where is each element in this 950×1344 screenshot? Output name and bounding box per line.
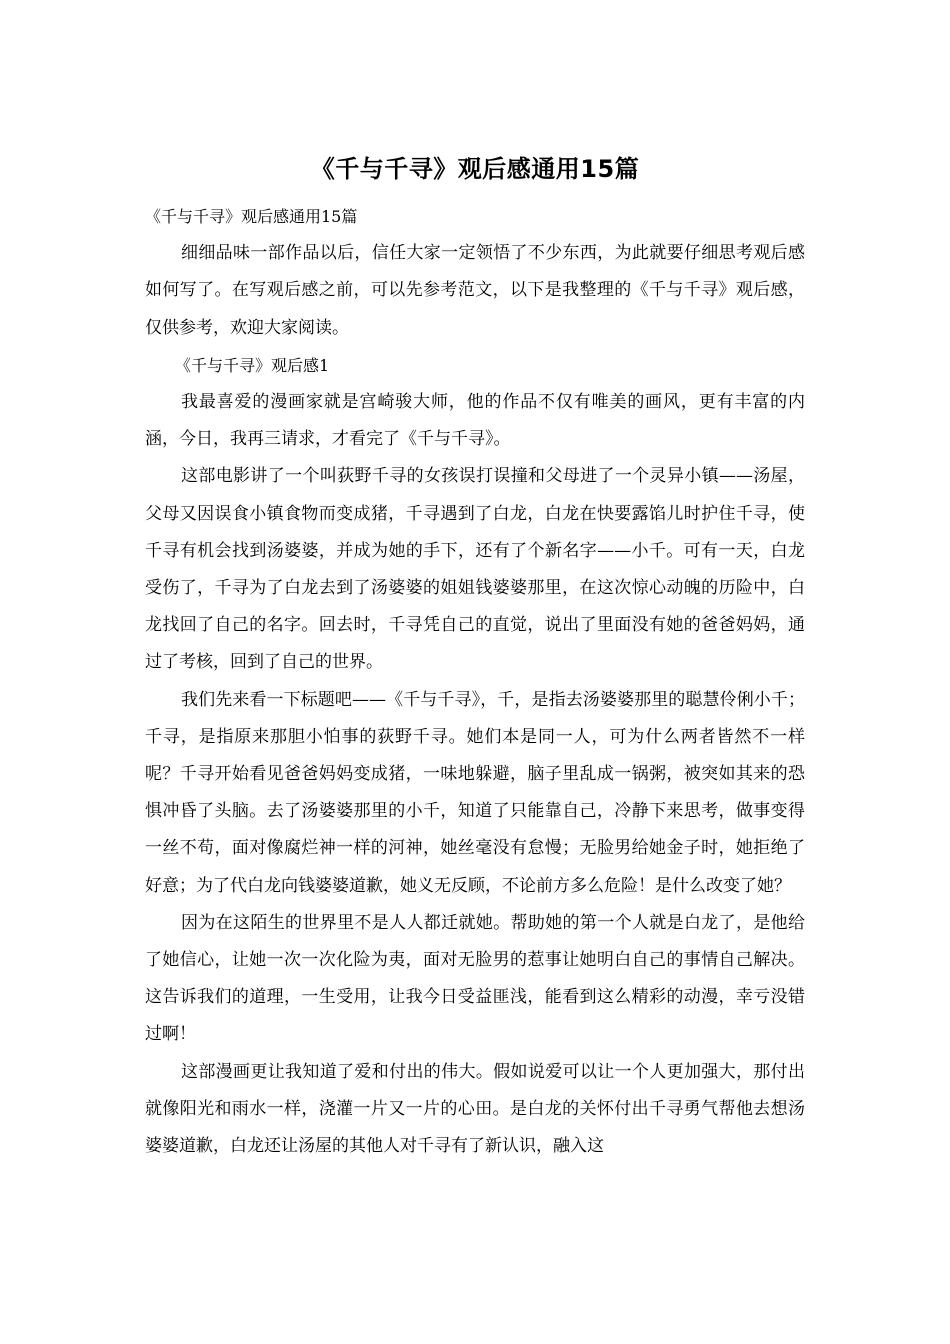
document-body	[145, 198, 805, 1165]
page-title: 《千与千寻》观后感通用15篇	[310, 155, 640, 183]
body-paragraph: 因为在这陌生的世界里不是人人都迁就她。帮助她的第一个人就是白龙了，是他给了她信心，让她一次一次化险为夷，面对无脸男的惹事让她明白自己的事情自己解决。这告诉我们的道理，一生受用，让我今日受益匪浅，能看到这么精彩的动漫，幸亏没错过啊！	[145, 912, 805, 1045]
document-subtitle: 《千与千寻》观后感通用15篇	[145, 207, 358, 226]
section-heading: 《千与千寻》观后感1	[175, 355, 330, 375]
body-paragraph: 我们先来看一下标题吧——《千与千寻》，千，是指去汤婆婆那里的聪慧伶俐小千；千寻，是指原来那胆小怕事的荻野千寻。她们本是同一人，可为什么两者皆然不一样呢？千寻开始看见爸爸妈妈变成猪，一味地躲避，脑子里乱成一锅粥，被突如其来的恐惧冲昏了头脑。去了汤婆婆那里的小千，知道了只能靠自己，冷静下来思考，做事变得一丝不苟，面对像腐烂神一样的河神，她丝毫没有怠慢；无脸男给她金子时，她拒绝了好意；为了代白龙向钱婆婆道歉，她义无反顾，不论前方多么危险！是什么改变了她？	[145, 689, 805, 896]
body-paragraph: 这部漫画更让我知道了爱和付出的伟大。假如说爱可以让一个人更加强大，那付出就像阳光和雨水一样，浇灌一片又一片的心田。是白龙的关怀付出千寻勇气帮他去想汤婆婆道歉，白龙还让汤屋的其他人对千寻有了新认识，融入这	[145, 1061, 805, 1157]
body-paragraph: 这部电影讲了一个叫荻野千寻的女孩误打误撞和父母进了一个灵异小镇——汤屋，父母又因误食小镇食物而变成猪，千寻遇到了白龙，白龙在快要露馅儿时护住千寻，使千寻有机会找到汤婆婆，并成为她的手下，还有了个新名字——小千。可有一天，白龙受伤了，千寻为了白龙去到了汤婆婆的姐姐钱婆婆那里，在这次惊心动魄的历险中，白龙找回了自己的名字。回去时，千寻凭自己的直觉，说出了里面没有她的爸爸妈妈，通过了考核，回到了自己的世界。	[145, 466, 805, 673]
intro-paragraph: 细细品味一部作品以后，信任大家一定领悟了不少东西，为此就要仔细思考观后感如何写了。在写观后感之前，可以先参考范文，以下是我整理的《千与千寻》观后感，仅供参考，欢迎大家阅读。	[145, 243, 805, 338]
body-paragraph: 我最喜爱的漫画家就是宫崎骏大师，他的作品不仅有唯美的画风，更有丰富的内涵，今日，我再三请求，才看完了《千与千寻》。	[145, 392, 805, 450]
